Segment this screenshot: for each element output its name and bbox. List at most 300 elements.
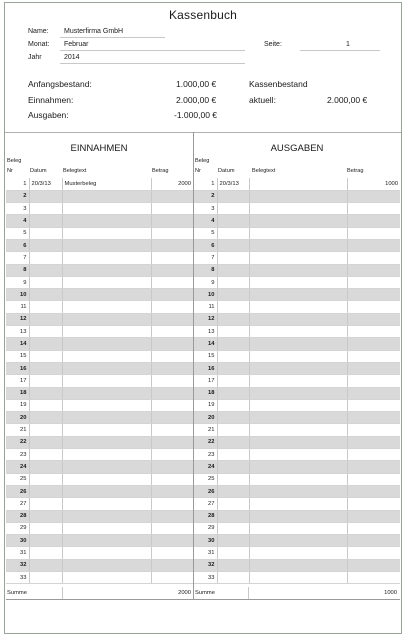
betrag-cell[interactable] — [347, 252, 400, 264]
belegtext-cell[interactable] — [62, 436, 151, 448]
table-row — [6, 203, 193, 215]
belegtext-cell[interactable] — [62, 449, 151, 461]
beleg-nr-cell: 18 — [194, 387, 217, 399]
belegtext-cell[interactable] — [249, 227, 347, 239]
betrag-cell[interactable] — [151, 190, 193, 202]
einnahmen-col-text: Belegtext — [63, 168, 87, 174]
table-row — [194, 190, 400, 202]
betrag-cell[interactable] — [347, 276, 400, 288]
table-row — [6, 547, 193, 559]
betrag-cell[interactable] — [151, 547, 193, 559]
einnahmen-summe-value: 2000 — [178, 590, 191, 596]
datum-cell[interactable] — [29, 510, 62, 522]
beleg-nr-cell: 16 — [6, 362, 29, 374]
betrag-cell[interactable] — [151, 473, 193, 485]
datum-cell[interactable] — [29, 301, 62, 313]
belegtext-cell[interactable] — [249, 375, 347, 387]
table-row — [194, 301, 400, 313]
beleg-nr-cell: 24 — [6, 461, 29, 473]
belegtext-cell[interactable] — [62, 510, 151, 522]
betrag-cell[interactable] — [151, 387, 193, 399]
table-row — [6, 215, 193, 227]
beleg-nr-cell: 32 — [194, 559, 217, 571]
belegtext-cell[interactable] — [249, 289, 347, 301]
table-row — [6, 190, 193, 202]
table-row — [194, 264, 400, 276]
belegtext-cell[interactable] — [62, 190, 151, 202]
ausgaben-col-betrag: Betrag — [347, 168, 364, 174]
datum-cell[interactable] — [217, 436, 249, 448]
datum-cell[interactable] — [217, 559, 249, 571]
datum-cell[interactable] — [217, 215, 249, 227]
betrag-cell[interactable] — [347, 264, 400, 276]
betrag-cell[interactable] — [151, 485, 193, 497]
betrag-cell[interactable] — [347, 227, 400, 239]
beleg-nr-cell: 32 — [6, 559, 29, 571]
table-row — [194, 362, 400, 374]
datum-cell[interactable] — [29, 313, 62, 325]
belegtext-cell[interactable] — [62, 572, 151, 584]
betrag-cell[interactable] — [151, 436, 193, 448]
beleg-nr-cell: 27 — [6, 498, 29, 510]
betrag-cell[interactable] — [151, 399, 193, 411]
belegtext-cell[interactable] — [249, 350, 347, 362]
name-label: Name: — [28, 28, 49, 35]
beleg-nr-cell: 1 — [6, 178, 29, 190]
beleg-nr-cell: 3 — [194, 203, 217, 215]
ausgaben-col-nr: Nr — [195, 168, 201, 174]
betrag-cell[interactable] — [347, 522, 400, 534]
betrag-cell[interactable] — [151, 289, 193, 301]
belegtext-cell[interactable] — [62, 227, 151, 239]
betrag-cell[interactable] — [347, 215, 400, 227]
jahr-value[interactable]: 2014 — [64, 54, 80, 61]
belegtext-cell[interactable] — [62, 215, 151, 227]
betrag-cell[interactable] — [151, 326, 193, 338]
belegtext-cell[interactable] — [249, 559, 347, 571]
belegtext-cell[interactable] — [62, 485, 151, 497]
datum-cell[interactable] — [217, 473, 249, 485]
belegtext-cell[interactable] — [62, 375, 151, 387]
betrag-cell[interactable] — [347, 547, 400, 559]
table-row — [194, 436, 400, 448]
betrag-cell[interactable] — [151, 412, 193, 424]
datum-cell[interactable] — [217, 412, 249, 424]
summe-rule — [6, 599, 400, 600]
belegtext-cell[interactable] — [249, 313, 347, 325]
belegtext-cell[interactable] — [62, 461, 151, 473]
datum-cell[interactable] — [217, 449, 249, 461]
belegtext-cell[interactable] — [62, 399, 151, 411]
table-row — [194, 289, 400, 301]
beleg-nr-cell: 21 — [194, 424, 217, 436]
datum-cell[interactable] — [29, 227, 62, 239]
belegtext-cell[interactable] — [249, 203, 347, 215]
table-row — [6, 498, 193, 510]
datum-cell[interactable] — [217, 239, 249, 251]
beleg-nr-cell: 23 — [6, 449, 29, 461]
betrag-cell[interactable] — [347, 559, 400, 571]
datum-cell[interactable] — [217, 313, 249, 325]
betrag-cell[interactable] — [151, 498, 193, 510]
betrag-cell[interactable]: 1000 — [347, 178, 400, 190]
beleg-nr-cell: 26 — [6, 485, 29, 497]
monat-value[interactable]: Februar — [64, 41, 89, 48]
betrag-cell[interactable] — [151, 264, 193, 276]
betrag-cell[interactable] — [151, 572, 193, 584]
belegtext-cell[interactable] — [249, 572, 347, 584]
belegtext-cell[interactable] — [249, 338, 347, 350]
belegtext-cell[interactable] — [249, 522, 347, 534]
belegtext-cell[interactable] — [249, 276, 347, 288]
datum-cell[interactable]: 20/3/13 — [217, 178, 249, 190]
belegtext-cell[interactable] — [62, 338, 151, 350]
table-row — [6, 289, 193, 301]
beleg-nr-cell: 20 — [6, 412, 29, 424]
beleg-nr-cell: 2 — [6, 190, 29, 202]
datum-cell[interactable] — [217, 227, 249, 239]
belegtext-cell[interactable] — [62, 239, 151, 251]
datum-cell[interactable] — [217, 485, 249, 497]
datum-cell[interactable] — [217, 461, 249, 473]
betrag-cell[interactable] — [347, 412, 400, 424]
table-row — [194, 215, 400, 227]
table-row — [194, 227, 400, 239]
datum-cell[interactable] — [217, 510, 249, 522]
betrag-cell[interactable] — [151, 313, 193, 325]
betrag-cell[interactable] — [151, 338, 193, 350]
belegtext-cell[interactable] — [249, 424, 347, 436]
table-row — [194, 178, 400, 190]
datum-cell[interactable] — [217, 424, 249, 436]
belegtext-cell[interactable] — [249, 436, 347, 448]
datum-cell[interactable] — [29, 239, 62, 251]
datum-cell[interactable] — [217, 203, 249, 215]
belegtext-cell[interactable] — [249, 449, 347, 461]
datum-cell[interactable] — [29, 498, 62, 510]
beleg-nr-cell: 14 — [6, 338, 29, 350]
beleg-nr-cell: 30 — [194, 535, 217, 547]
datum-cell[interactable] — [217, 522, 249, 534]
table-row — [194, 338, 400, 350]
datum-cell[interactable] — [29, 424, 62, 436]
table-row — [194, 326, 400, 338]
datum-cell[interactable] — [29, 276, 62, 288]
betrag-cell[interactable] — [347, 375, 400, 387]
datum-cell[interactable] — [29, 473, 62, 485]
beleg-nr-cell: 26 — [194, 485, 217, 497]
beleg-nr-cell: 7 — [194, 252, 217, 264]
belegtext-cell[interactable] — [62, 326, 151, 338]
datum-cell[interactable] — [217, 252, 249, 264]
belegtext-cell[interactable] — [62, 289, 151, 301]
belegtext-cell[interactable] — [249, 190, 347, 202]
betrag-cell[interactable] — [347, 313, 400, 325]
ausgaben-col-beleg: Beleg — [195, 158, 210, 164]
belegtext-cell[interactable] — [62, 264, 151, 276]
belegtext-cell[interactable] — [249, 473, 347, 485]
datum-cell[interactable] — [29, 362, 62, 374]
datum-cell[interactable] — [217, 362, 249, 374]
belegtext-cell[interactable] — [249, 301, 347, 313]
beleg-nr-cell: 4 — [194, 215, 217, 227]
betrag-cell[interactable] — [151, 227, 193, 239]
belegtext-cell[interactable] — [62, 498, 151, 510]
belegtext-cell[interactable] — [249, 535, 347, 547]
betrag-cell[interactable] — [151, 350, 193, 362]
table-row — [6, 559, 193, 571]
datum-cell[interactable] — [29, 522, 62, 534]
datum-cell[interactable] — [29, 547, 62, 559]
ausgaben-title: AUSGABEN — [270, 143, 324, 154]
datum-cell[interactable] — [29, 387, 62, 399]
datum-cell[interactable] — [29, 559, 62, 571]
betrag-cell[interactable]: 2000 — [151, 178, 193, 190]
datum-cell[interactable] — [29, 190, 62, 202]
datum-cell[interactable] — [217, 399, 249, 411]
belegtext-cell[interactable] — [62, 535, 151, 547]
beleg-nr-cell: 28 — [6, 510, 29, 522]
betrag-cell[interactable] — [347, 190, 400, 202]
datum-cell[interactable] — [29, 485, 62, 497]
datum-cell[interactable] — [217, 350, 249, 362]
belegtext-cell[interactable] — [62, 362, 151, 374]
einnahmen-col-nr: Nr — [7, 168, 13, 174]
betrag-cell[interactable] — [151, 375, 193, 387]
beleg-nr-cell: 11 — [6, 301, 29, 313]
belegtext-cell[interactable] — [249, 399, 347, 411]
beleg-nr-cell: 25 — [194, 473, 217, 485]
table-row — [194, 399, 400, 411]
datum-cell[interactable] — [29, 338, 62, 350]
beleg-nr-cell: 33 — [6, 572, 29, 584]
datum-cell[interactable] — [217, 547, 249, 559]
seite-label: Seite: — [264, 41, 282, 48]
betrag-cell[interactable] — [151, 252, 193, 264]
beleg-nr-cell: 12 — [6, 313, 29, 325]
beleg-nr-cell: 15 — [194, 350, 217, 362]
datum-cell[interactable] — [217, 338, 249, 350]
belegtext-cell[interactable] — [62, 473, 151, 485]
betrag-cell[interactable] — [347, 535, 400, 547]
betrag-cell[interactable] — [151, 449, 193, 461]
table-row — [6, 313, 193, 325]
betrag-cell[interactable] — [347, 362, 400, 374]
belegtext-cell[interactable] — [249, 412, 347, 424]
table-row — [194, 387, 400, 399]
belegtext-cell[interactable] — [249, 326, 347, 338]
belegtext-cell[interactable] — [249, 264, 347, 276]
betrag-cell[interactable] — [347, 399, 400, 411]
datum-cell[interactable]: 20/3/13 — [29, 178, 62, 190]
table-row — [194, 375, 400, 387]
beleg-nr-cell: 15 — [6, 350, 29, 362]
datum-cell[interactable] — [217, 375, 249, 387]
datum-cell[interactable] — [217, 535, 249, 547]
beleg-nr-cell: 3 — [6, 203, 29, 215]
betrag-cell[interactable] — [151, 424, 193, 436]
table-row — [194, 313, 400, 325]
belegtext-cell[interactable] — [62, 276, 151, 288]
beleg-nr-cell: 22 — [6, 436, 29, 448]
belegtext-cell[interactable] — [249, 252, 347, 264]
table-row — [194, 203, 400, 215]
betrag-cell[interactable] — [347, 239, 400, 251]
belegtext-cell[interactable] — [62, 522, 151, 534]
belegtext-cell[interactable] — [249, 461, 347, 473]
belegtext-cell[interactable] — [62, 387, 151, 399]
datum-cell[interactable] — [217, 572, 249, 584]
datum-cell[interactable] — [217, 264, 249, 276]
monat-underline — [60, 50, 245, 51]
belegtext-cell[interactable] — [62, 424, 151, 436]
seite-value[interactable]: 1 — [346, 41, 350, 48]
beleg-nr-cell: 12 — [194, 313, 217, 325]
betrag-cell[interactable] — [347, 498, 400, 510]
ausgaben-summe-label: Summe — [195, 590, 215, 596]
betrag-cell[interactable] — [347, 387, 400, 399]
beleg-nr-cell: 24 — [194, 461, 217, 473]
datum-cell[interactable] — [217, 190, 249, 202]
betrag-cell[interactable] — [347, 461, 400, 473]
kassenbestand-label: Kassenbestand — [249, 79, 308, 89]
betrag-cell[interactable] — [151, 559, 193, 571]
beleg-nr-cell: 10 — [194, 289, 217, 301]
datum-cell[interactable] — [29, 326, 62, 338]
betrag-cell[interactable] — [151, 510, 193, 522]
datum-cell[interactable] — [29, 215, 62, 227]
datum-cell[interactable] — [217, 289, 249, 301]
datum-cell[interactable] — [29, 264, 62, 276]
table-row — [6, 473, 193, 485]
anfangsbestand-label: Anfangsbestand: — [28, 79, 92, 89]
beleg-nr-cell: 27 — [194, 498, 217, 510]
belegtext-cell[interactable] — [62, 559, 151, 571]
table-row — [6, 276, 193, 288]
betrag-cell[interactable] — [151, 461, 193, 473]
datum-cell[interactable] — [29, 399, 62, 411]
datum-cell[interactable] — [29, 375, 62, 387]
betrag-cell[interactable] — [347, 449, 400, 461]
betrag-cell[interactable] — [347, 485, 400, 497]
belegtext-cell[interactable] — [249, 510, 347, 522]
betrag-cell[interactable] — [347, 326, 400, 338]
name-value[interactable]: Musterfirma GmbH — [64, 28, 124, 35]
einnahmen-title: EINNAHMEN — [70, 143, 128, 154]
table-row — [6, 485, 193, 497]
beleg-nr-cell: 22 — [194, 436, 217, 448]
table-row — [6, 375, 193, 387]
datum-cell[interactable] — [29, 436, 62, 448]
datum-cell[interactable] — [217, 326, 249, 338]
belegtext-cell[interactable]: Musterbeleg — [62, 178, 151, 190]
betrag-cell[interactable] — [347, 203, 400, 215]
belegtext-cell[interactable] — [249, 239, 347, 251]
betrag-cell[interactable] — [347, 510, 400, 522]
belegtext-cell[interactable] — [249, 547, 347, 559]
einnahmen-table — [6, 178, 193, 584]
belegtext-cell[interactable] — [249, 362, 347, 374]
beleg-nr-cell: 19 — [6, 399, 29, 411]
datum-cell[interactable] — [29, 252, 62, 264]
beleg-nr-cell: 30 — [6, 535, 29, 547]
datum-cell[interactable] — [29, 350, 62, 362]
table-row — [6, 178, 193, 190]
datum-cell[interactable] — [29, 461, 62, 473]
belegtext-cell[interactable] — [62, 203, 151, 215]
belegtext-cell[interactable] — [249, 498, 347, 510]
beleg-nr-cell: 9 — [6, 276, 29, 288]
table-row — [194, 547, 400, 559]
betrag-cell[interactable] — [347, 338, 400, 350]
betrag-cell[interactable] — [151, 301, 193, 313]
betrag-cell[interactable] — [347, 572, 400, 584]
aktuell-value: 2.000,00 € — [327, 95, 368, 105]
datum-cell[interactable] — [29, 449, 62, 461]
jahr-label: Jahr — [28, 54, 42, 61]
belegtext-cell[interactable] — [62, 313, 151, 325]
table-row — [194, 473, 400, 485]
betrag-cell[interactable] — [151, 535, 193, 547]
betrag-cell[interactable] — [347, 436, 400, 448]
datum-cell[interactable] — [217, 276, 249, 288]
belegtext-cell[interactable] — [249, 485, 347, 497]
betrag-cell[interactable] — [151, 215, 193, 227]
ausgaben-table — [194, 178, 400, 584]
datum-cell[interactable] — [29, 203, 62, 215]
belegtext-cell[interactable] — [249, 215, 347, 227]
belegtext-cell[interactable] — [62, 252, 151, 264]
ausgaben-value: -1.000,00 € — [174, 110, 218, 120]
betrag-cell[interactable] — [347, 350, 400, 362]
datum-cell[interactable] — [29, 289, 62, 301]
datum-cell[interactable] — [217, 387, 249, 399]
table-row — [6, 424, 193, 436]
beleg-nr-cell: 5 — [6, 227, 29, 239]
belegtext-cell[interactable] — [249, 178, 347, 190]
table-row — [6, 326, 193, 338]
monat-label: Monat: — [28, 41, 50, 48]
belegtext-cell[interactable] — [249, 387, 347, 399]
name-underline — [60, 37, 165, 38]
betrag-cell[interactable] — [151, 276, 193, 288]
datum-cell[interactable] — [29, 572, 62, 584]
table-row — [6, 412, 193, 424]
beleg-nr-cell: 8 — [194, 264, 217, 276]
beleg-nr-cell: 19 — [194, 399, 217, 411]
betrag-cell[interactable] — [347, 473, 400, 485]
datum-cell[interactable] — [217, 498, 249, 510]
belegtext-cell[interactable] — [62, 301, 151, 313]
betrag-cell[interactable] — [347, 301, 400, 313]
datum-cell[interactable] — [29, 412, 62, 424]
datum-cell[interactable] — [29, 535, 62, 547]
einnahmen-summe-label: Summe — [7, 590, 27, 596]
betrag-cell[interactable] — [347, 289, 400, 301]
betrag-cell[interactable] — [151, 522, 193, 534]
beleg-nr-cell: 6 — [6, 239, 29, 251]
betrag-cell[interactable] — [151, 239, 193, 251]
datum-cell[interactable] — [217, 301, 249, 313]
belegtext-cell[interactable] — [62, 412, 151, 424]
betrag-cell[interactable] — [347, 424, 400, 436]
betrag-cell[interactable] — [151, 203, 193, 215]
belegtext-cell[interactable] — [62, 350, 151, 362]
betrag-cell[interactable] — [151, 362, 193, 374]
table-row — [6, 264, 193, 276]
beleg-nr-cell: 5 — [194, 227, 217, 239]
belegtext-cell[interactable] — [62, 547, 151, 559]
